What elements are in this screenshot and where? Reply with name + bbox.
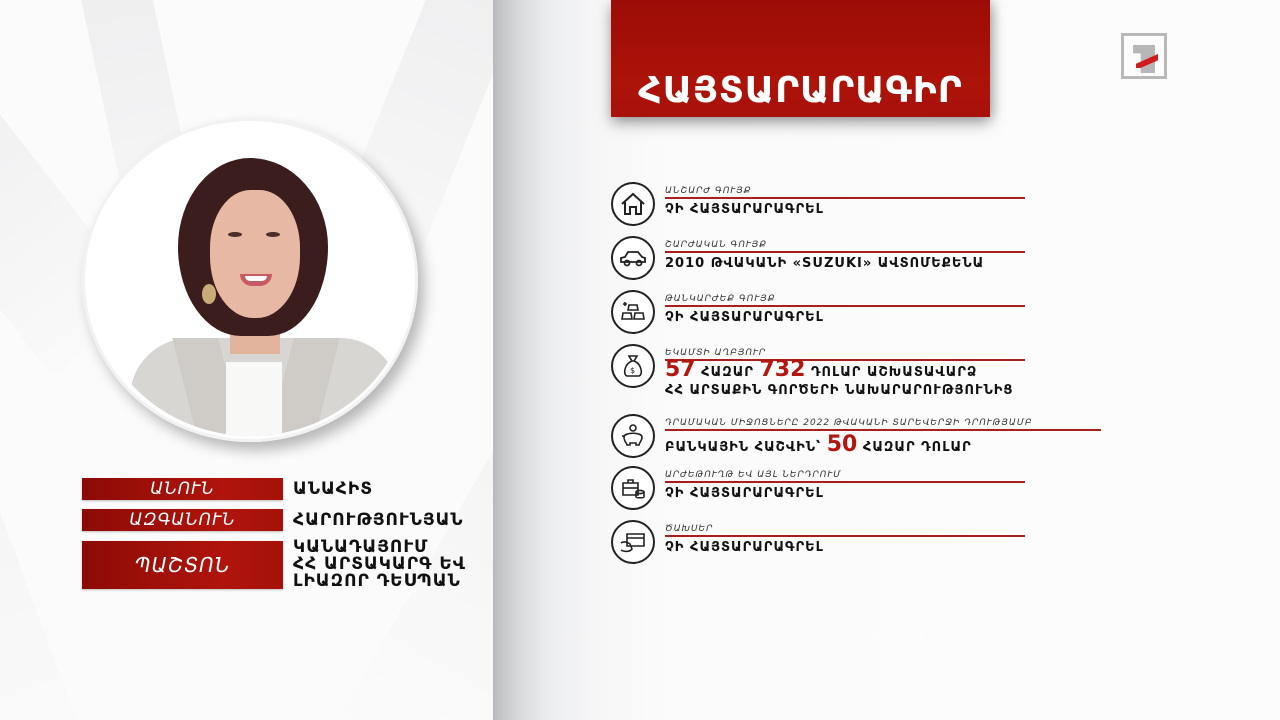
title-banner bbox=[611, 0, 990, 117]
declaration-item-expenses bbox=[611, 520, 1031, 570]
portrait-blouse bbox=[226, 362, 282, 436]
cash-text: ԲԱՆԿԱՅԻՆ ՀԱՇՎԻՆ՝ bbox=[665, 440, 827, 455]
card-hand-icon bbox=[611, 520, 655, 564]
piggy-bank-icon bbox=[611, 414, 655, 458]
cash-amount: 50 bbox=[826, 432, 858, 457]
position-line: ԼԻԱԶՈՐ ԴԵՍՊԱՆ bbox=[293, 571, 461, 591]
declaration-item-movable-property bbox=[611, 236, 1031, 286]
gold-bars-icon bbox=[611, 290, 655, 334]
surname-value: ՀԱՐՈՒԹՅՈՒՆՅԱՆ bbox=[293, 510, 464, 530]
item-value: ՉԻ ՀԱՅՏԱՐԱՐԱԳՐԵԼ bbox=[665, 486, 824, 501]
portrait-eye bbox=[228, 232, 242, 237]
page-title: ՀԱՅՏԱՐԱՐԱԳԻՐ bbox=[638, 70, 963, 111]
income-text: ԴՈԼԱՐ ԱՇԽԱՏԱՎԱՐՁ bbox=[805, 365, 978, 380]
portrait-face bbox=[210, 190, 300, 318]
item-category: ԵԿԱՄՏԻ ԱՂԲՅՈՒՐ bbox=[665, 348, 1025, 361]
money-bag-icon bbox=[611, 344, 655, 388]
item-category: ԴՐԱՄԱԿԱՆ ՄԻՋՈՑՆԵՐԸ 2022 ԹՎԱԿԱՆԻ ՏԱՐԵՎԵՐՋԻ ԴՐՈՒԹՅԱՄԲ bbox=[665, 418, 1101, 431]
position-value bbox=[293, 539, 466, 590]
position-label: ՊԱՇՏՈՆ bbox=[82, 541, 283, 589]
income-source: ՀՀ ԱՐՏԱՔԻՆ ԳՈՐԾԵՐԻ ՆԱԽԱՐԱՐՈՒԹՅՈՒՆԻՑ bbox=[665, 383, 1014, 398]
item-value: ՉԻ ՀԱՅՏԱՐԱՐԱԳՐԵԼ bbox=[665, 202, 824, 217]
position-line: ՀՀ ԱՐՏԱԿԱՐԳ ԵՎ bbox=[293, 554, 466, 574]
item-value bbox=[665, 357, 1014, 400]
declaration-item-securities bbox=[611, 466, 1031, 516]
channel-logo bbox=[1121, 33, 1167, 79]
svg-text:$: $ bbox=[630, 366, 636, 375]
item-value: ՉԻ ՀԱՅՏԱՐԱՐԱԳՐԵԼ bbox=[665, 310, 824, 325]
declaration-item-real-estate bbox=[611, 182, 1031, 232]
item-category: ԹԱՆԿԱՐԺԵՔ ԳՈՒՅՔ bbox=[665, 294, 1025, 307]
item-category: ԱՆՇԱՐԺ ԳՈՒՅՔ bbox=[665, 186, 1025, 199]
income-units: 732 bbox=[759, 357, 806, 382]
declaration-item-income bbox=[611, 344, 1031, 404]
item-value bbox=[665, 432, 972, 457]
item-value: ՉԻ ՀԱՅՏԱՐԱՐԱԳՐԵԼ bbox=[665, 540, 824, 555]
briefcase-coins-icon bbox=[611, 466, 655, 510]
income-text: ՀԱԶԱՐ bbox=[695, 365, 760, 380]
position-line: ԿԱՆԱԴԱՅՈՒՄ bbox=[293, 537, 429, 557]
declaration-item-cash bbox=[611, 414, 1071, 464]
portrait-eye bbox=[266, 232, 280, 237]
portrait-mouth bbox=[240, 274, 272, 286]
car-icon bbox=[611, 236, 655, 280]
house-icon bbox=[611, 182, 655, 226]
cash-text: ՀԱԶԱՐ ԴՈԼԱՐ bbox=[857, 440, 972, 455]
background-ray bbox=[0, 416, 95, 720]
portrait-earring bbox=[202, 284, 216, 304]
portrait-photo bbox=[90, 124, 412, 436]
income-thousands: 57 bbox=[665, 357, 696, 382]
item-value: 2010 ԹՎԱԿԱՆԻ «SUZUKI» ԱՎՏՈՄԵՔԵՆԱ bbox=[665, 256, 985, 271]
item-category: ԾԱԽՍԵՐ bbox=[665, 524, 1025, 537]
name-label: ԱՆՈՒՆ bbox=[82, 478, 283, 500]
item-category: ՇԱՐԺԱԿԱՆ ԳՈՒՅՔ bbox=[665, 240, 1025, 253]
name-value: ԱՆԱՀԻՏ bbox=[293, 479, 373, 499]
declaration-item-valuables bbox=[611, 290, 1031, 340]
surname-label: ԱԶԳԱՆՈՒՆ bbox=[82, 509, 283, 531]
item-category: ԱՐԺԵԹՈՒՂԹ ԵՎ ԱՅԼ ՆԵՐԴՐՈՒՄ bbox=[665, 470, 1025, 483]
